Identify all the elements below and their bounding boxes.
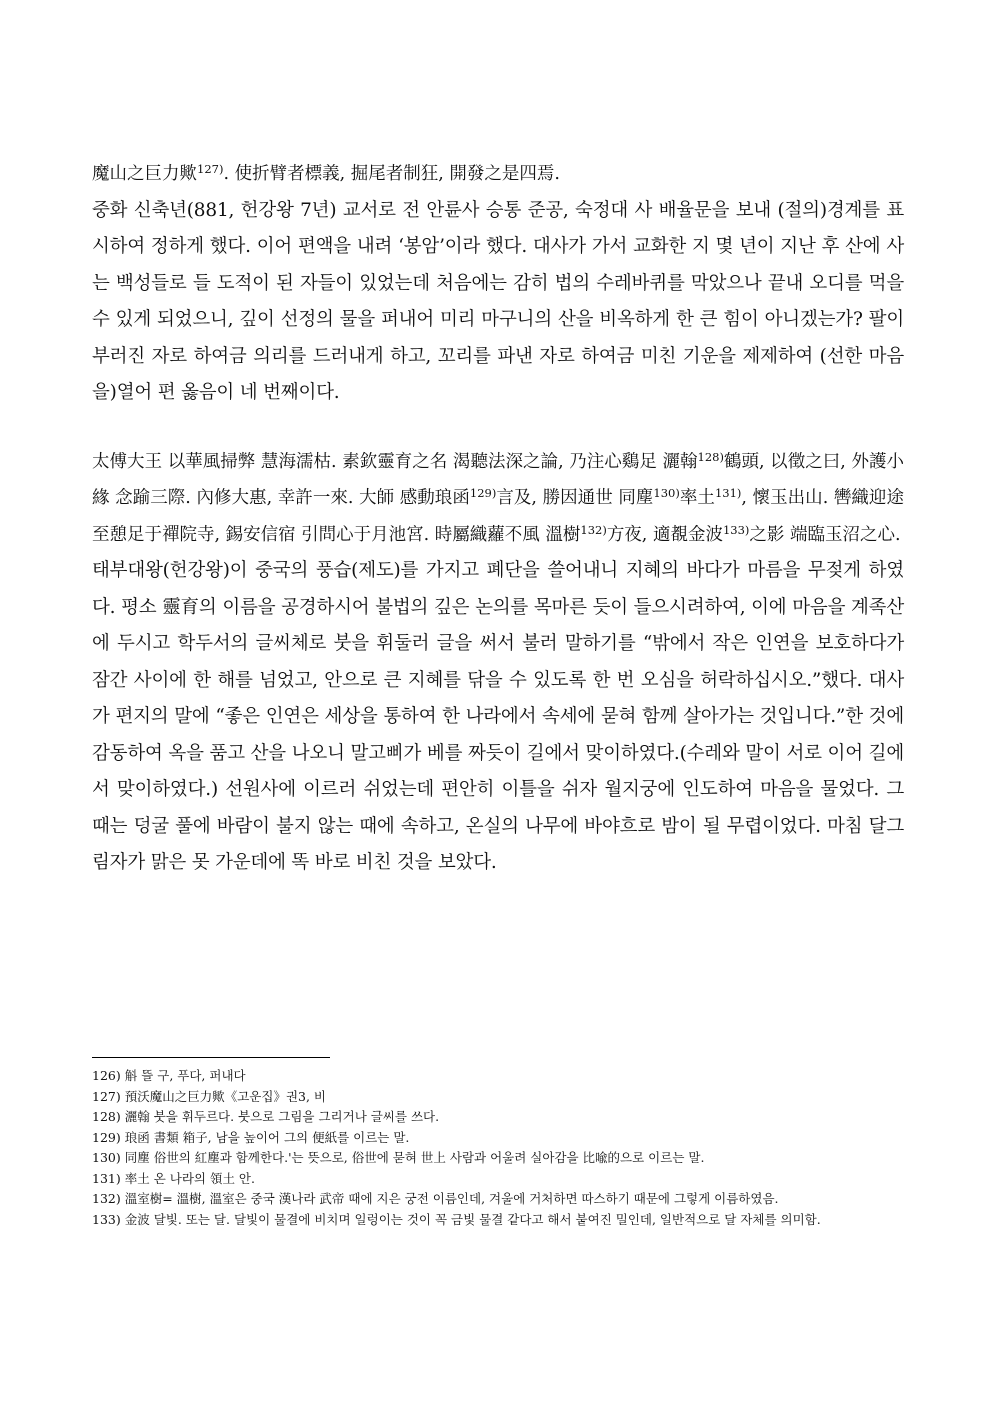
footnote-text: 灑翰 붓을 휘두르다. 붓으로 그림을 그리거나 글씨를 쓰다.: [124, 1109, 440, 1124]
footnote-text: 金波 달빛. 또는 달. 달빛이 물결에 비치며 일렁이는 것이 꼭 금빛 물결 같다고 해서 붙여진 밀인데, 일반적으로 달 자체를 의미함.: [124, 1211, 821, 1227]
hanja-text: , 懷玉出山. 轡織迎途 至憩足于禪院寺, 錫安信宿 引問心于月池宮. 時屬織蘿不風 溫樹: [92, 488, 904, 545]
hanja-paragraph-1: [92, 156, 904, 193]
footnote-ref: 131): [714, 486, 742, 500]
footnote-text: 同塵 俗世의 紅塵과 함께한다.'는 뜻으로, 俗世에 묻혀 世上 사람과 어울려 실아감을 比喩的으로 이르는 말.: [124, 1150, 705, 1165]
hanja-paragraph-2: [92, 444, 904, 554]
footnote-number: 131): [92, 1170, 121, 1186]
footnote-133: [92, 1210, 904, 1231]
footnote-129: [92, 1128, 904, 1149]
footnotes: [92, 1066, 904, 1230]
footnote-text: 溫室樹= 溫樹, 溫室은 중국 漢나라 武帝 때에 지은 궁전 이름인데, 겨울에 거처하면 따스하기 때문에 그렇게 이름하였음.: [124, 1191, 779, 1206]
hanja-text: . 使折臂者標義, 掘尾者制狂, 開發之是四焉.: [223, 164, 560, 184]
korean-paragraph-2: 태부대왕(헌강왕)이 중국의 풍습(제도)를 가지고 폐단을 쓸어내니 지혜의 바다가 마름을 무젖게 하였다. 평소 靈育의 이름을 공경하시어 불법의 깊은 논의를 목마른 듯이 들으시려하여, 이에 마음을 계족산에 두시고 학두서의 글씨체로 붓을 휘둘러 글을 써서 불러 말하기를 “밖에서 작은 인연을 보호하다가 잠간 사이에 한 해를 넘었고, 안으로 큰 지혜를 닦을 수 있도록 한 번 오심을 허락하십시오.”했다. 대사가 편지의 말에 “좋은 인연은 세상을 통하여 한 나라에서 속세에 묻혀 함께 살아가는 것입니다.”한 것에 감동하여 옥을 품고 산을 나오니 말고삐가 베를 짜듯이 길에서 맞이하였다.(수레와 말이 서로 이어 길에서 맞이하였다.) 선원사에 이르러 쉬었는데 편안히 이틀을 쉬자 월지궁에 인도하여 마음을 물었다. 그 때는 덩굴 풀에 바람이 불지 않는 때에 속하고, 온실의 나무에 바야흐로 밤이 될 무렵이었다. 마침 달그림자가 맑은 못 가운데에 똑 바로 비친 것을 보았다.: [92, 560, 904, 873]
footnote-ref: 128): [697, 449, 724, 464]
hanja-text: 太傅大王 以華風掃弊 慧海濡枯. 素欽靈育之名 渴聽法深之論, 乃注心鷄足 灑翰: [92, 451, 698, 472]
footnote-126: [92, 1066, 904, 1087]
footnote-divider: [92, 1057, 330, 1058]
footnote-number: 132): [92, 1191, 121, 1206]
footnote-ref: 130): [653, 486, 680, 500]
footnote-text: 琅函 書類 箱子, 남을 높이어 그의 便紙를 이르는 말.: [124, 1129, 410, 1145]
hanja-text: 鶴頭, 以徵之曰, 外護小緣 念踰三際. 內修大惠, 幸許一來. 大師 感動琅函: [92, 451, 904, 508]
footnote-127: [92, 1087, 904, 1108]
footnote-ref: 127): [197, 162, 224, 176]
hanja-text: 方夜, 適覩金波: [606, 524, 723, 545]
footnote-number: 130): [92, 1150, 121, 1165]
footnote-number: 126): [92, 1068, 121, 1083]
footnote-ref: 129): [469, 486, 497, 500]
footnote-128: [92, 1107, 904, 1128]
footnote-text: 預沃魔山之巨力歟《고운집》권3, 비: [124, 1088, 327, 1104]
hanja-text: 言及, 勝因通世 同塵: [496, 488, 654, 508]
footnote-text: 斛 뜰 구, 푸다, 퍼내다: [124, 1068, 246, 1083]
footnote-number: 128): [92, 1109, 121, 1124]
footnote-text: 率土 온 나라의 領土 안.: [124, 1170, 255, 1186]
footnote-number: 127): [92, 1088, 121, 1104]
hanja-text: 魔山之巨力歟: [92, 164, 197, 184]
footnote-number: 133): [92, 1211, 121, 1227]
footnote-130: [92, 1148, 904, 1169]
footnote-131: [92, 1169, 904, 1190]
hanja-text: 之影 端臨玉沼之心.: [749, 524, 901, 545]
footnote-number: 129): [92, 1129, 121, 1145]
korean-paragraph-1: 중화 신축년(881, 헌강왕 7년) 교서로 전 안륜사 승통 준공, 숙정대 사 배율문을 보내 (절의)경계를 표시하여 정하게 했다. 이어 편액을 내려 ‘봉암’이라 했다. 대사가 가서 교화한 지 몇 년이 지난 후 산에 사는 백성들로 들 도적이 된 자들이 있었는데 처음에는 감히 법의 수레바퀴를 막았으나 끝내 오디를 먹을 수 있게 되었으니, 깊이 선정의 물을 퍼내어 미리 마구니의 산을 비옥하게 한 큰 힘이 아니겠는가? 팔이 부러진 자로 하여금 의리를 드러내게 하고, 꼬리를 파낸 자로 하여금 미친 기운을 제제하여 (선한 마음을)열어 편 옳음이 네 번째이다.: [92, 199, 904, 403]
paragraph-gap: [92, 412, 904, 444]
footnote-ref: 132): [580, 522, 607, 537]
hanja-text: 率土: [679, 488, 715, 508]
footnote-ref: 133): [722, 522, 750, 537]
document-body: [92, 156, 904, 882]
footnote-132: [92, 1189, 904, 1210]
